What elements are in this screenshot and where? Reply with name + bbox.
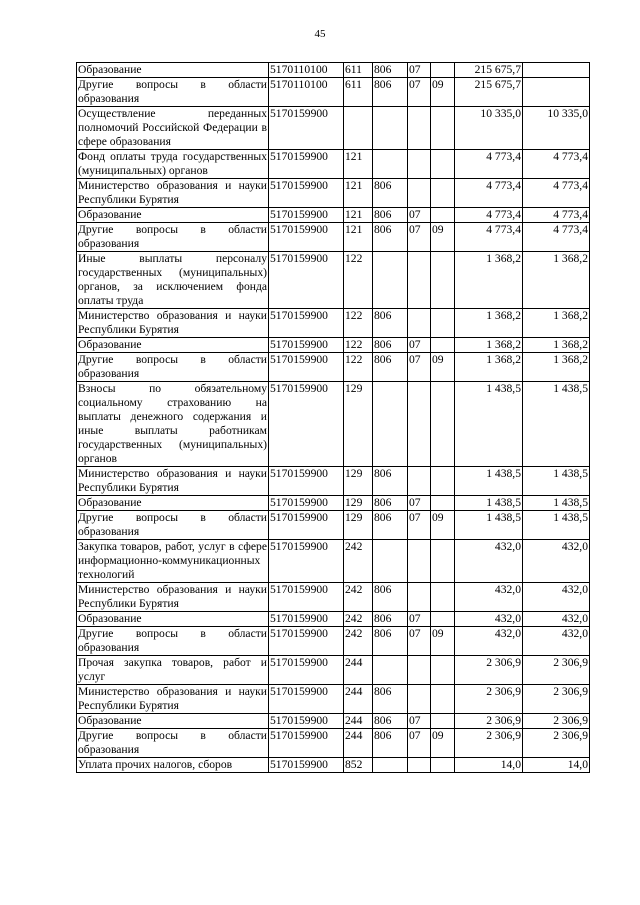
amount-second-cell: 432,0 <box>523 583 590 612</box>
expense-type-cell: 242 <box>344 583 373 612</box>
subsection-cell <box>431 63 455 78</box>
amount-cell: 215 675,7 <box>455 63 523 78</box>
row-name-cell: Министерство образования и науки Республики Бурятия <box>78 467 267 494</box>
expense-type-cell: 121 <box>344 223 373 252</box>
expense-type-cell: 122 <box>344 338 373 353</box>
subsection-cell <box>431 540 455 583</box>
target-code-cell: 5170159900 <box>269 179 344 208</box>
target-code-cell: 5170159900 <box>269 208 344 223</box>
table-row <box>77 685 590 714</box>
amount-cell: 2 306,9 <box>455 656 523 685</box>
administrator-code-cell: 806 <box>373 714 408 729</box>
table-row <box>77 63 590 78</box>
subsection-cell <box>431 179 455 208</box>
administrator-code-cell: 806 <box>373 179 408 208</box>
row-name-cell: Фонд оплаты труда государственных (муниципальных) органов <box>78 150 267 177</box>
amount-cell: 4 773,4 <box>455 208 523 223</box>
amount-cell: 4 773,4 <box>455 223 523 252</box>
amount-cell: 2 306,9 <box>455 714 523 729</box>
amount-cell: 1 368,2 <box>455 309 523 338</box>
row-name-cell: Образование <box>77 612 269 627</box>
section-cell: 07 <box>408 496 431 511</box>
target-code-cell: 5170159900 <box>269 309 344 338</box>
subsection-cell <box>431 107 455 150</box>
target-code-cell: 5170159900 <box>269 612 344 627</box>
subsection-cell: 09 <box>431 511 455 540</box>
amount-second-cell: 432,0 <box>523 612 590 627</box>
table-row <box>77 252 590 309</box>
row-name-cell: Другие вопросы в области образования <box>78 353 267 380</box>
row-name-cell: Осуществление переданных полномочий Российской Федерации в сфере образования <box>78 107 267 148</box>
target-code-cell: 5170159900 <box>269 685 344 714</box>
section-cell <box>408 382 431 467</box>
table-row <box>77 382 590 467</box>
expense-type-cell: 121 <box>344 179 373 208</box>
subsection-cell <box>431 382 455 467</box>
expense-type-cell: 852 <box>344 758 373 773</box>
amount-second-cell: 2 306,9 <box>523 729 590 758</box>
administrator-code-cell: 806 <box>373 353 408 382</box>
row-name-cell: Другие вопросы в области образования <box>78 78 267 105</box>
administrator-code-cell <box>373 758 408 773</box>
expense-type-cell: 122 <box>344 252 373 309</box>
amount-second-cell: 1 438,5 <box>523 496 590 511</box>
subsection-cell <box>431 338 455 353</box>
amount-second-cell: 4 773,4 <box>523 223 590 252</box>
amount-second-cell: 1 438,5 <box>523 511 590 540</box>
section-cell: 07 <box>408 511 431 540</box>
table-row <box>77 496 590 511</box>
amount-second-cell: 1 368,2 <box>523 353 590 382</box>
row-name-cell: Образование <box>77 714 269 729</box>
subsection-cell: 09 <box>431 627 455 656</box>
expense-type-cell: 244 <box>344 714 373 729</box>
amount-second-cell: 2 306,9 <box>523 714 590 729</box>
subsection-cell <box>431 252 455 309</box>
section-cell: 07 <box>408 714 431 729</box>
administrator-code-cell: 806 <box>373 729 408 758</box>
administrator-code-cell: 806 <box>373 223 408 252</box>
expense-type-cell: 122 <box>344 309 373 338</box>
amount-second-cell: 4 773,4 <box>523 179 590 208</box>
amount-cell: 215 675,7 <box>455 78 523 107</box>
row-name-cell: Образование <box>77 208 269 223</box>
administrator-code-cell: 806 <box>373 496 408 511</box>
expense-type-cell: 129 <box>344 496 373 511</box>
section-cell <box>408 540 431 583</box>
section-cell <box>408 467 431 496</box>
expense-type-cell: 129 <box>344 382 373 467</box>
row-name-cell: Другие вопросы в области образования <box>78 511 267 538</box>
amount-cell: 1 438,5 <box>455 382 523 467</box>
target-code-cell: 5170159900 <box>269 583 344 612</box>
subsection-cell <box>431 150 455 179</box>
table-row <box>77 612 590 627</box>
section-cell <box>408 656 431 685</box>
target-code-cell: 5170159900 <box>269 714 344 729</box>
table-row <box>77 179 590 208</box>
target-code-cell: 5170159900 <box>269 382 344 467</box>
budget-table <box>76 62 590 773</box>
section-cell: 07 <box>408 627 431 656</box>
row-name-cell: Министерство образования и науки Республики Бурятия <box>78 309 267 336</box>
section-cell <box>408 252 431 309</box>
target-code-cell: 5170159900 <box>269 540 344 583</box>
target-code-cell: 5170159900 <box>269 150 344 179</box>
row-name-cell: Министерство образования и науки Республики Бурятия <box>78 179 267 206</box>
subsection-cell <box>431 309 455 338</box>
section-cell: 07 <box>408 338 431 353</box>
amount-second-cell: 432,0 <box>523 540 590 583</box>
table-row <box>77 78 590 107</box>
row-name-cell: Уплата прочих налогов, сборов <box>77 758 269 773</box>
amount-cell: 4 773,4 <box>455 150 523 179</box>
target-code-cell: 5170159900 <box>269 467 344 496</box>
administrator-code-cell <box>373 252 408 309</box>
amount-cell: 2 306,9 <box>455 685 523 714</box>
expense-type-cell: 122 <box>344 353 373 382</box>
row-name-cell: Другие вопросы в области образования <box>78 223 267 250</box>
target-code-cell: 5170159900 <box>269 338 344 353</box>
table-row <box>77 627 590 656</box>
table-row <box>77 467 590 496</box>
subsection-cell <box>431 583 455 612</box>
amount-cell: 1 438,5 <box>455 467 523 496</box>
expense-type-cell: 244 <box>344 685 373 714</box>
amount-cell: 432,0 <box>455 627 523 656</box>
amount-second-cell: 2 306,9 <box>523 656 590 685</box>
administrator-code-cell: 806 <box>373 685 408 714</box>
row-name-cell: Министерство образования и науки Республики Бурятия <box>78 685 267 712</box>
section-cell <box>408 685 431 714</box>
amount-cell: 432,0 <box>455 612 523 627</box>
administrator-code-cell <box>373 540 408 583</box>
target-code-cell: 5170159900 <box>269 656 344 685</box>
table-row <box>77 714 590 729</box>
section-cell: 07 <box>408 729 431 758</box>
row-name-cell: Другие вопросы в области образования <box>78 627 267 654</box>
amount-second-cell <box>523 78 590 107</box>
amount-cell: 432,0 <box>455 583 523 612</box>
section-cell <box>408 179 431 208</box>
target-code-cell: 5170159900 <box>269 758 344 773</box>
table-row <box>77 353 590 382</box>
target-code-cell: 5170159900 <box>269 252 344 309</box>
amount-second-cell: 432,0 <box>523 627 590 656</box>
row-name-cell: Иные выплаты персоналу государственных (муниципальных) органов, за исключением фонда оплаты труда <box>78 252 267 307</box>
subsection-cell: 09 <box>431 729 455 758</box>
amount-second-cell: 1 368,2 <box>523 252 590 309</box>
target-code-cell: 5170159900 <box>269 223 344 252</box>
budget-table-body <box>77 63 590 773</box>
amount-second-cell: 1 438,5 <box>523 467 590 496</box>
subsection-cell <box>431 208 455 223</box>
section-cell <box>408 309 431 338</box>
amount-cell: 14,0 <box>455 758 523 773</box>
section-cell <box>408 583 431 612</box>
table-row <box>77 729 590 758</box>
section-cell: 07 <box>408 223 431 252</box>
administrator-code-cell: 806 <box>373 309 408 338</box>
section-cell <box>408 150 431 179</box>
table-row <box>77 338 590 353</box>
administrator-code-cell: 806 <box>373 627 408 656</box>
expense-type-cell: 121 <box>344 208 373 223</box>
expense-type-cell: 242 <box>344 627 373 656</box>
subsection-cell <box>431 467 455 496</box>
row-name-cell: Другие вопросы в области образования <box>78 729 267 756</box>
section-cell: 07 <box>408 612 431 627</box>
amount-second-cell: 14,0 <box>523 758 590 773</box>
table-row <box>77 107 590 150</box>
subsection-cell: 09 <box>431 353 455 382</box>
administrator-code-cell: 806 <box>373 208 408 223</box>
amount-second-cell: 1 438,5 <box>523 382 590 467</box>
expense-type-cell <box>344 107 373 150</box>
subsection-cell: 09 <box>431 78 455 107</box>
table-row <box>77 583 590 612</box>
target-code-cell: 5170159900 <box>269 107 344 150</box>
subsection-cell <box>431 496 455 511</box>
row-name-cell: Взносы по обязательному социальному страхованию на выплаты денежного содержания и иные выплаты работникам государственных (муниципальных) органов <box>78 382 267 465</box>
amount-second-cell: 1 368,2 <box>523 338 590 353</box>
administrator-code-cell <box>373 107 408 150</box>
section-cell: 07 <box>408 353 431 382</box>
target-code-cell: 5170159900 <box>269 353 344 382</box>
administrator-code-cell: 806 <box>373 78 408 107</box>
row-name-cell: Образование <box>77 63 269 78</box>
expense-type-cell: 121 <box>344 150 373 179</box>
administrator-code-cell: 806 <box>373 583 408 612</box>
expense-type-cell: 129 <box>344 467 373 496</box>
table-row <box>77 309 590 338</box>
amount-second-cell: 1 368,2 <box>523 309 590 338</box>
amount-cell: 2 306,9 <box>455 729 523 758</box>
row-name-cell: Прочая закупка товаров, работ и услуг <box>78 656 267 683</box>
target-code-cell: 5170159900 <box>269 511 344 540</box>
subsection-cell: 09 <box>431 223 455 252</box>
subsection-cell <box>431 612 455 627</box>
table-row <box>77 656 590 685</box>
administrator-code-cell: 806 <box>373 612 408 627</box>
section-cell: 07 <box>408 63 431 78</box>
section-cell: 07 <box>408 78 431 107</box>
expense-type-cell: 244 <box>344 729 373 758</box>
amount-cell: 1 438,5 <box>455 511 523 540</box>
target-code-cell: 5170110100 <box>269 63 344 78</box>
administrator-code-cell <box>373 150 408 179</box>
amount-cell: 10 335,0 <box>455 107 523 150</box>
subsection-cell <box>431 758 455 773</box>
target-code-cell: 5170159900 <box>269 496 344 511</box>
expense-type-cell: 242 <box>344 612 373 627</box>
expense-type-cell: 611 <box>344 63 373 78</box>
amount-cell: 1 438,5 <box>455 496 523 511</box>
expense-type-cell: 244 <box>344 656 373 685</box>
subsection-cell <box>431 656 455 685</box>
table-row <box>77 150 590 179</box>
section-cell <box>408 758 431 773</box>
amount-second-cell <box>523 63 590 78</box>
amount-cell: 1 368,2 <box>455 338 523 353</box>
table-row <box>77 540 590 583</box>
administrator-code-cell: 806 <box>373 338 408 353</box>
expense-type-cell: 129 <box>344 511 373 540</box>
table-row <box>77 223 590 252</box>
page-number: 45 <box>314 28 326 40</box>
amount-second-cell: 10 335,0 <box>523 107 590 150</box>
target-code-cell: 5170159900 <box>269 729 344 758</box>
target-code-cell: 5170110100 <box>269 78 344 107</box>
expense-type-cell: 242 <box>344 540 373 583</box>
administrator-code-cell: 806 <box>373 63 408 78</box>
amount-second-cell: 4 773,4 <box>523 150 590 179</box>
amount-cell: 432,0 <box>455 540 523 583</box>
administrator-code-cell: 806 <box>373 467 408 496</box>
row-name-cell: Образование <box>77 496 269 511</box>
row-name-cell: Министерство образования и науки Республики Бурятия <box>78 583 267 610</box>
row-name-cell: Образование <box>77 338 269 353</box>
table-row <box>77 511 590 540</box>
amount-second-cell: 4 773,4 <box>523 208 590 223</box>
amount-cell: 1 368,2 <box>455 252 523 309</box>
subsection-cell <box>431 685 455 714</box>
table-row <box>77 758 590 773</box>
table-row <box>77 208 590 223</box>
amount-cell: 4 773,4 <box>455 179 523 208</box>
row-name-cell: Закупка товаров, работ, услуг в сфере информационно-коммуникационных технологий <box>78 540 267 581</box>
administrator-code-cell: 806 <box>373 511 408 540</box>
section-cell <box>408 107 431 150</box>
section-cell: 07 <box>408 208 431 223</box>
target-code-cell: 5170159900 <box>269 627 344 656</box>
amount-cell: 1 368,2 <box>455 353 523 382</box>
subsection-cell <box>431 714 455 729</box>
administrator-code-cell <box>373 656 408 685</box>
expense-type-cell: 611 <box>344 78 373 107</box>
administrator-code-cell <box>373 382 408 467</box>
amount-second-cell: 2 306,9 <box>523 685 590 714</box>
